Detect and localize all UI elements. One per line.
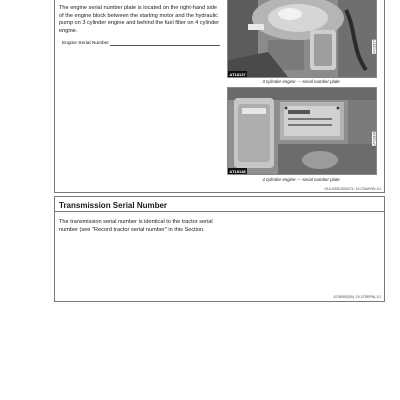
engine-photo-3-cylinder-image (228, 0, 376, 77)
transmission-serial-section (54, 196, 385, 302)
engine-photo-4-cylinder (227, 87, 377, 175)
engine-serial-label: Engine Serial Number (62, 41, 109, 46)
engine-photo-3-cylinder (227, 0, 377, 78)
transmission-section-title: Transmission Serial Number (59, 201, 168, 210)
photo-side-code-1: AT18137 (372, 40, 377, 54)
transmission-serial-paragraph: The transmission serial number is identical to the tractor serial number (see "Record tractor serial number" in this Section. (59, 219, 213, 233)
photo-caption-1: 3 cylinder engine — serial number plate (262, 79, 340, 84)
photo-side-code-2: AT18138 (372, 132, 377, 146)
engine-serial-section (54, 0, 385, 193)
title-divider (55, 211, 384, 212)
engine-photo-4-cylinder-image (228, 88, 376, 174)
engine-serial-field[interactable] (62, 41, 220, 46)
engine-serial-paragraph: The engine serial number plate is located on the right-hand side of the engine block between the starting motor and the hydraulic pump on 3 cylinder engine and behind the fuel filter on 4 cylinder engine. (59, 5, 220, 34)
photo-tag-1: AT18137 (229, 71, 246, 77)
transmission-section-footer-code: AT,5509E(09) -19-27SEP96-1/1 (333, 295, 381, 299)
engine-section-footer-code: OULX005,0000274 -19-07MAY99-1/1 (324, 187, 381, 191)
photo-caption-2: 4 cylinder engine — serial number plate (262, 177, 340, 182)
photo-tag-2: AT18138 (229, 168, 246, 174)
engine-serial-blank-line (110, 41, 220, 46)
